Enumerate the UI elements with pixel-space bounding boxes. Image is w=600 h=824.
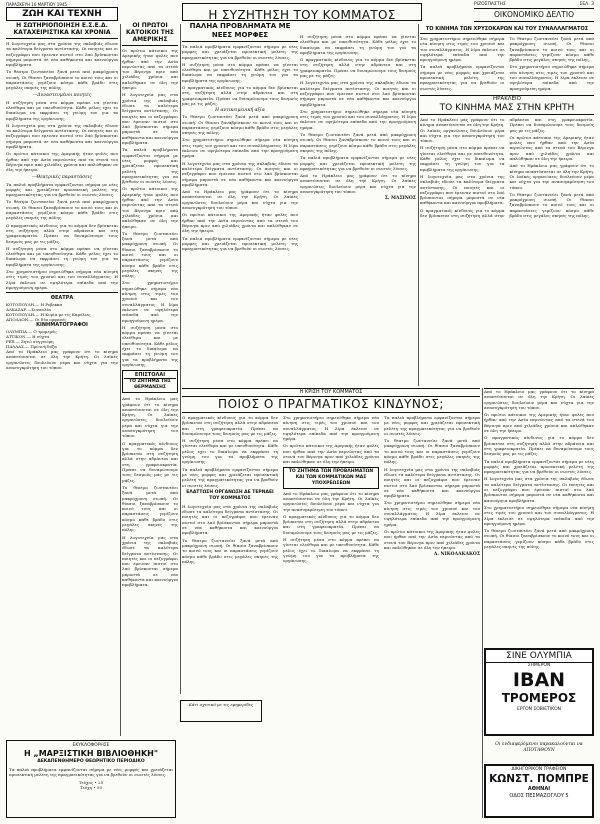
column-4	[420, 26, 594, 384]
masthead-left	[6, 2, 118, 22]
col2-text: Η συζήτηση μέσα στο κόμμα πρέπει να γίνεται ελεύθερα και με υπευθυνότητα. Κάθε μέλος έχει το δικαίωμα να εκφράσει τη γνώμη του για τα προβλήματα της οργάνωσης.	[122, 324, 178, 367]
col4-headline: ΤΟ ΚΙΝΗΜΑ ΤΩΝ ΧΡΥΣΟΚΑΡΩΝ ΚΑΙ ΤΟΥ ΣΥΝΑΛΛΑΓΜΑΤΟΣ	[420, 26, 594, 34]
cinema-sub: ΕΡΓΟΝ ΣΟΒΙΕΤΙΚΟΝ	[517, 707, 561, 712]
cinema-when: ΣΗΜΕΡΟΝ	[527, 663, 551, 668]
col4-text: Οι πρώτοι κάτοικοι της Αμερικής ήταν φυλές που ήρθαν από την Ασία περνώντας από τα στενά του Βέρινγκ πριν από χιλιάδες χρόνια και απλώθηκαν σε όλη την ήπειρο.	[509, 134, 594, 162]
column-3	[182, 22, 298, 384]
col3-text: Ο πραγματικός κίνδυνος για το κόμμα δεν βρίσκεται στη συζήτηση αλλά στην αδράνεια και στη γραφειοκρατία. Πρέπει να δυναμώσουμε τους δεσμούς μας με τις μάζες.	[182, 85, 298, 106]
lower-headline: ΠΟΙΟΣ Ο ΠΡΑΓΜΑΤΙΚΟΣ ΚΙΝΔΥΝΟΣ;	[182, 397, 480, 413]
lower-text: Οι πρώτοι κάτοικοι της Αμερικής ήταν φυλές που ήρθαν από την Ασία περνώντας από τα στενά του Βέρινγκ πριν από χιλιάδες χρόνια και απλώθηκαν σε όλη την ήπειρο.	[283, 443, 379, 465]
col3-text: Ο πραγματικός κίνδυνος για το κόμμα δεν βρίσκεται στη συζήτηση αλλά στην αδράνεια και στη γραφειοκρατία. Πρέπει να δυναμώσουμε τους δεσμούς μας με τις μάζες.	[300, 57, 416, 79]
col4-title: ΤΟ ΚΙΝΗΜΑ ΜΑΣ ΣΤΗΝ ΚΡΗΤΗ	[420, 103, 594, 115]
listing: ΑΛΚΑΖΑΡ.—Συναυλία	[6, 307, 51, 313]
cinema-film-2: ΤΡΟΜΕΡΟΣ	[501, 691, 577, 705]
col3-text: Από το Ηράκλειο μας γράφουν ότι το κίνημα αναπτύσσεται σε όλη την Κρήτη. Οι λαϊκές οργανώσεις δουλεύουν μέρα και νύχτα για την ανασυγκρότηση του τόπου.	[182, 189, 298, 211]
col1-text: Από το Ηράκλειο μας γράφουν ότι το κίνημα αναπτύσσεται σε όλη την Κρήτη. Οι λαϊκές οργανώσεις δουλεύουν μέρα και νύχτα για την ανασυγκρότηση του τόπου.	[6, 349, 118, 371]
notice-text: Οι ενδιαφερόμενοι παρακαλούνται να ΑΠΟΤΑΘΟΥΝ	[495, 742, 583, 753]
col2-text: Στο χρηματιστήριο σημειώθηκε σήμερα νέα κίνηση στις τιμές του χρυσού και του συναλλάγματος. Η λίρα έκλεισε σε υψηλότερα επίπεδα από την προηγούμενη ημέρα.	[122, 280, 178, 323]
lower-text: Το θέατρο ζωντανεύει ξανά μετά από μακρόχρονη σιωπή. Οι θίασοι ξαναβρίσκουν το κοινό τους και οι παραστάσεις γεμίζουν κόσμο κάθε βράδυ στις μεγάλες σκηνές της πόλης.	[384, 438, 480, 465]
office-name: ΚΩΝΣΤ. ΠΟΜΠΡΕ	[489, 773, 589, 785]
col5-text: Τα παλιά προβλήματα εμφανίζονται σήμερα με νέες μορφές και χρειάζεται προσεκτική μελέτη της πραγματικότητας για να βρεθούν οι σωστές λύσεις.	[484, 458, 594, 475]
column-2	[122, 22, 178, 734]
col1-text: Η συζήτηση μέσα στο κόμμα πρέπει να γίνεται ελεύθερα και με υπευθυνότητα. Κάθε μέλος έχει το δικαίωμα να εκφράσει τη γνώμη του για τα προβλήματα της οργάνωσης.	[6, 99, 118, 121]
notice-ad	[484, 742, 594, 758]
column-1	[6, 22, 118, 818]
col4-text: Η συζήτηση μέσα στο κόμμα πρέπει να γίνεται ελεύθερα και με υπευθυνότητα. Κάθε μέλος έχει το δικαίωμα να εκφράσει τη γνώμη του για τα προβλήματα της οργάνωσης.	[420, 145, 505, 172]
col5-text: Οι πρώτοι κάτοικοι της Αμερικής ήταν φυλές που ήρθαν από την Ασία περνώντας από τα στενά του Βέρινγκ πριν από χιλιάδες χρόνια και απλώθηκαν σε όλη την ήπειρο.	[484, 412, 594, 434]
col4-place: ΗΡΑΚΛΕΙΟ	[420, 95, 594, 103]
col1-subhead: —Θεατρικές παραστάσεις	[32, 174, 92, 180]
col2-text: Το θέατρο ζωντανεύει ξανά μετά από μακρόχρονη σιωπή. Οι θίασοι ξαναβρίσκουν το κοινό τους και οι παραστάσεις γεμίζουν κόσμο κάθε βράδυ στις μεγάλες σκηνές της πόλης.	[122, 484, 178, 533]
section-title-left: ΖΩΗ ΚΑΙ ΤΕΧΝΗ	[6, 7, 118, 21]
column-3b	[300, 34, 416, 384]
col2-text: Το θέατρο ζωντανεύει ξανά μετά από μακρόχρονη σιωπή. Οι θίασοι ξαναβρίσκουν το κοινό τους και οι παραστάσεις γεμίζουν κόσμο κάθε βράδυ στις μεγάλες σκηνές της πόλης.	[122, 230, 178, 279]
listing: ΟΛΥΜΠΙΑ.— Ο τρομερός	[6, 329, 57, 335]
listing: ΑΤΤΙΚΟΝ.— Η νύχτα	[6, 334, 50, 340]
lower-subhead: ΤΟ ΖΗΤΗΜΑ ΤΩΝ ΠΡΟΒΛΗΜΑΤΩΝ ΚΑΙ ΤΩΝ ΚΟΜΜΑΤΙΚΩΝ ΜΑΣ ΥΠΟΧΡΕΩΣΕΩΝ	[283, 467, 379, 489]
cinema-name: ΣΙΝΕ ΟΛΥΜΠΙΑ	[486, 650, 592, 663]
col4-text: Από το Ηράκλειο μας γράφουν ότι το κίνημα αναπτύσσεται σε όλη την Κρήτη. Οι λαϊκές οργανώσεις δουλεύουν μέρα και νύχτα για την ανασυγκρότηση του τόπου.	[509, 163, 594, 190]
lower-text: Τα παλιά προβλήματα εμφανίζονται σήμερα με νέες μορφές και χρειάζεται προσεκτική μελέτη της πραγματικότητας για να βρεθούν οι σωστές λύσεις.	[182, 466, 278, 488]
col4-text: Η λογοτεχνία μας στα χρόνια της σκλαβιάς έδωσε τα καλύτερα δείγματα αντίστασης. Οι ποιητές και οι πεζογράφοι που έμειναν πιστοί στο λαό βρίσκονται σήμερα μπροστά σε νέα καθήκοντα και καινούργια προβλήματα.	[420, 173, 505, 206]
lower-text: Η συζήτηση μέσα στο κόμμα πρέπει να γίνεται ελεύθερα και με υπευθυνότητα. Κάθε μέλος έχει το δικαίωμα να εκφράσει τη γνώμη του για τα προβλήματα της οργάνωσης.	[182, 438, 278, 465]
column-5	[484, 388, 594, 646]
divider	[6, 292, 118, 293]
col2-text: Τα παλιά προβλήματα εμφανίζονται σήμερα με νέες μορφές και χρειάζεται προσεκτική μελέτη της πραγματικότητας για να βρεθούν οι σωστές λύσεις.	[122, 147, 178, 185]
lower-text: Η συζήτηση μέσα στο κόμμα πρέπει να γίνεται ελεύθερα και με υπευθυνότητα. Κάθε μέλος έχει το δικαίωμα να εκφράσει τη γνώμη του για τα προβλήματα της οργάνωσης.	[283, 537, 379, 564]
col3-text: Τα παλιά προβλήματα εμφανίζονται σήμερα με νέες μορφές και χρειάζεται προσεκτική μελέτη της πραγματικότητας για να βρεθούν οι σωστές λύσεις.	[300, 155, 416, 171]
paper-name: ΡΙΖΟΣΠΑΣΤΗΣ	[474, 2, 506, 7]
letters-box	[122, 370, 178, 393]
col3-text: Η λογοτεχνία μας στα χρόνια της σκλαβιάς έδωσε τα καλύτερα δείγματα αντίστασης. Οι ποιητές και οι πεζογράφοι που έμειναν πιστοί στο λαό βρίσκονται σήμερα μπροστά σε νέα καθήκοντα και καινούργια προβλήματα.	[300, 80, 416, 107]
col3-text: Το θέατρο ζωντανεύει ξανά μετά από μακρόχρονη σιωπή. Οι θίασοι ξαναβρίσκουν το κοινό τους και οι παραστάσεις γεμίζουν κόσμο κάθε βράδυ στις μεγάλες σκηνές της πόλης.	[300, 132, 416, 153]
col5-text: Ο πραγματικός κίνδυνος για το κόμμα δεν βρίσκεται στη συζήτηση αλλά στην αδράνεια και στη γραφειοκρατία. Πρέπει να δυναμώσουμε τους δεσμούς μας με τις μάζες.	[484, 435, 594, 457]
office-address: ΟΔΟΣ ΠΕΣΜΑΖΟΓΛΟΥ 5	[509, 793, 569, 799]
column-rule	[120, 24, 121, 736]
col1-text: Τα παλιά προβλήματα εμφανίζονται σήμερα με νέες μορφές και χρειάζεται προσεκτική μελέτη της πραγματικότητας για να βρεθούν οι σωστές λύσεις.	[6, 181, 118, 198]
col3-text: Τα παλιά προβλήματα εμφανίζονται σήμερα με νέες μορφές και χρειάζεται προσεκτική μελέτη της πραγματικότητας για να βρεθούν οι σωστές λύσεις.	[182, 44, 298, 60]
col3-text: Η λογοτεχνία μας στα χρόνια της σκλαβιάς έδωσε τα καλύτερα δείγματα αντίστασης. Οι ποιητές και οι πεζογράφοι που έμειναν πιστοί στο λαό βρίσκονται σήμερα μπροστά σε νέα καθήκοντα και καινούργια προβλήματα.	[182, 160, 298, 187]
law-office-ad	[484, 764, 594, 818]
col3-signature: Σ. ΜΑΣΙΝΟΣ	[384, 196, 416, 202]
col5-text: Στο χρηματιστήριο σημειώθηκε σήμερα νέα κίνηση στις τιμές του χρυσού και του συναλλάγματος. Η λίρα έκλεισε σε υψηλότερα επίπεδα από την προηγούμενη ημέρα.	[484, 504, 594, 526]
col1-headline: Η ΣΩΤΗΡΙΟΠΟΙΗΣΗ Ε.Σ.Ε.Δ. ΚΑΤΑΧΕΙΡΙΣΤΙΚΑ ΚΑΙ ΧΡΟΝΙΑ	[6, 22, 118, 39]
office-label: ΔΙΚΗΓΟΡΙΚΟΝ ΓΡΑΦΕΙΟΝ	[511, 767, 567, 772]
col5-text: Από το Ηράκλειο μας γράφουν ότι το κίνημα αναπτύσσεται σε όλη την Κρήτη. Οι λαϊκές οργανώσεις δουλεύουν μέρα και νύχτα για την ανασυγκρότηση του τόπου.	[484, 389, 594, 410]
col3-text: Το θέατρο ζωντανεύει ξανά μετά από μακρόχρονη σιωπή. Οι θίασοι ξαναβρίσκουν το κοινό τους και οι παραστάσεις γεμίζουν κόσμο κάθε βράδυ στις μεγάλες σκηνές της πόλης.	[182, 114, 298, 136]
col1-text: Το θέατρο ζωντανεύει ξανά μετά από μακρόχρονη σιωπή. Οι θίασοι ξαναβρίσκουν το κοινό τους και οι παραστάσεις γεμίζουν κόσμο κάθε βράδυ στις μεγάλες σκηνές της πόλης.	[6, 199, 118, 221]
col4-text: Ο πραγματικός κίνδυνος για το κόμμα δεν βρίσκεται στη συζήτηση αλλά στην αδράνεια και στη γραφειοκρατία. Πρέπει να δυναμώσουμε τους δεσμούς μας με τις μάζες.	[420, 116, 594, 219]
col2-text: Η λογοτεχνία μας στα χρόνια της σκλαβιάς έδωσε τα καλύτερα δείγματα αντίστασης. Οι ποιητές και οι πεζογράφοι που έμειναν πιστοί στο λαό βρίσκονται σήμερα μπροστά σε νέα καθήκοντα και καινούργια προβλήματα.	[122, 534, 178, 588]
lower-signature: Δ. ΝΙΚΟΛΑΚΑΚΟΣ	[433, 552, 480, 558]
col1-text: Η λογοτεχνία μας στα χρόνια της σκλαβιάς έδωσε τα καλύτερα δείγματα αντίστασης. Οι ποιητές και οι πεζογράφοι που έμειναν πιστοί στο λαό βρίσκονται σήμερα μπροστά σε νέα καθήκοντα και καινούργια προβλήματα.	[6, 41, 118, 68]
ad-text: Τα παλιά προβλήματα εμφανίζονται σήμερα με νέες μορφές και χρειάζεται προσεκτική μελέτη της πραγματικότητας για να βρεθούν οι σωστές λύσεις.	[9, 767, 173, 778]
column-rule	[482, 388, 483, 818]
col3-text: Στο χρηματιστήριο σημειώθηκε σήμερα νέα κίνηση στις τιμές του χρυσού και του συναλλάγματος. Η λίρα έκλεισε σε υψηλότερα επίπεδα από την προηγούμενη ημέρα.	[300, 108, 416, 130]
listing: ΚΟΤΟΠΟΥΛΗ.— Η Ρεβεκκα	[6, 302, 63, 308]
cinema-ad	[484, 648, 594, 736]
ad-price: Τεύχος • 25	[78, 779, 104, 785]
lower-text: Στο χρηματιστήριο σημειώθηκε σήμερα νέα κίνηση στις τιμές του χρυσού και του συναλλάγματος. Η λίρα έκλεισε σε υψηλότερα επίπεδα από την προηγούμενη ημέρα.	[384, 500, 480, 527]
col4-columns-b	[420, 117, 594, 219]
lower-article	[182, 388, 480, 745]
ad-label: ΕΚΥΚΛΟΦΟΡΗΣΕ	[72, 743, 110, 748]
masthead	[6, 2, 594, 22]
col1-subhead: —Δυναστευμένοι ποιητές	[32, 92, 92, 98]
ad-price: Τεύχη • 50	[80, 784, 102, 790]
col1-text: Το θέατρο ζωντανεύει ξανά μετά από μακρόχρονη σιωπή. Οι θίασοι ξαναβρίσκουν το κοινό τους και οι παραστάσεις γεμίζουν κόσμο κάθε βράδυ στις μεγάλες σκηνές της πόλης.	[6, 69, 118, 91]
letters-label: ΕΠΙΣΤΟΛΑΙ	[124, 372, 176, 379]
col3-text: Από το Ηράκλειο μας γράφουν ότι το κίνημα αναπτύσσεται σε όλη την Κρήτη. Οι λαϊκές οργανώσεις δουλεύουν μέρα και νύχτα για την ανασυγκρότηση του τόπου.	[300, 173, 416, 195]
page-number: ΣΕΛ. 3	[579, 2, 594, 7]
lower-text: Στο χρηματιστήριο σημειώθηκε σήμερα νέα κίνηση στις τιμές του χρυσού και του συναλλάγματος. Η λίρα έκλεισε σε υψηλότερα επίπεδα από την προηγούμενη ημέρα.	[283, 415, 379, 442]
letters-title: ΤΟ ΖΗΤΗΜΑ ΤΗΣ ΘΕΡΜΑΝΣΗΣ	[129, 379, 171, 391]
listing: ΠΑΛΛΑΣ.— Πρωινή δόξα	[6, 344, 57, 350]
lower-text: Από το Ηράκλειο μας γράφουν ότι το κίνημα αναπτύσσεται σε όλη την Κρήτη. Οι λαϊκές οργανώσεις δουλεύουν μέρα και νύχτα για την ανασυγκρότηση του τόπου.	[283, 490, 379, 512]
col2-text: Ο πραγματικός κίνδυνος για το κόμμα δεν βρίσκεται στη συζήτηση αλλά στην αδράνεια και στη γραφειοκρατία. Πρέπει να δυναμώσουμε τους δεσμούς μας με τις μάζες.	[122, 440, 178, 483]
col3-subhead: Η αντικειμενική αξία	[215, 108, 265, 114]
col2-text: Οι πρώτοι κάτοικοι της Αμερικής ήταν φυλές που ήρθαν από την Ασία περνώντας από τα στενά του Βέρινγκ πριν από χιλιάδες χρόνια και απλώθηκαν σε όλη την ήπειρο.	[122, 48, 178, 91]
library-ad	[6, 740, 176, 818]
section-title-right: ΟΙΚΟΝΟΜΙΚΟ ΔΕΛΤΙΟ	[474, 8, 594, 22]
lower-text: Το θέατρο ζωντανεύει ξανά μετά από μακρόχρονη σιωπή. Οι θίασοι ξαναβρίσκουν το κοινό τους και οι παραστάσεις γεμίζουν κόσμο κάθε βράδυ στις μεγάλες σκηνές της πόλης.	[182, 537, 278, 564]
lower-text: Τα παλιά προβλήματα εμφανίζονται σήμερα με νέες μορφές και χρειάζεται προσεκτική μελέτη της πραγματικότητας για να βρεθούν οι σωστές λύσεις.	[384, 415, 480, 436]
col4-text: Στο χρηματιστήριο σημειώθηκε σήμερα νέα κίνηση στις τιμές του χρυσού και του συναλλάγματος. Η λίρα έκλεισε σε υψηλότερα επίπεδα από την προηγούμενη ημέρα.	[420, 36, 505, 63]
masthead-right	[474, 2, 594, 22]
lower-text: Η λογοτεχνία μας στα χρόνια της σκλαβιάς έδωσε τα καλύτερα δείγματα αντίστασης. Οι ποιητές και οι πεζογράφοι που έμειναν πιστοί στο λαό βρίσκονται σήμερα μπροστά σε νέα καθήκοντα και καινούργια προβλήματα.	[182, 503, 278, 536]
lower-text: Οι πρώτοι κάτοικοι της Αμερικής ήταν φυλές που ήρθαν από την Ασία περνώντας από τα στενά του Βέρινγκ πριν από χιλιάδες χρόνια και απλώθηκαν σε όλη την ήπειρο.	[384, 528, 480, 550]
col4-text: Στο χρηματιστήριο σημειώθηκε σήμερα νέα κίνηση στις τιμές του χρυσού και του συναλλάγματος. Η λίρα έκλεισε σε υψηλότερα επίπεδα από την προηγούμενη ημέρα.	[509, 64, 594, 91]
ad-title: Η „ΜΑΡΞΙΣΤΙΚΗ ΒΙΒΛΙΟΘΗΚΗ"	[23, 749, 159, 758]
lower-text: Ο πραγματικός κίνδυνος για το κόμμα δεν βρίσκεται στη συζήτηση αλλά στην αδράνεια και στη γραφειοκρατία. Πρέπει να δυναμώσουμε τους δεσμούς μας με τις μάζες.	[283, 513, 379, 535]
col4-text: Το θέατρο ζωντανεύει ξανά μετά από μακρόχρονη σιωπή. Οι θίασοι ξαναβρίσκουν το κοινό τους και οι παραστάσεις γεμίζουν κόσμο κάθε βράδυ στις μεγάλες σκηνές της πόλης.	[509, 191, 594, 219]
listing: ΡΕΞ.— Ζητώ συγγνώμη	[6, 339, 54, 345]
col2-text: Οι πρώτοι κάτοικοι της Αμερικής ήταν φυλές που ήρθαν από την Ασία περνώντας από τα στενά του Βέρινγκ πριν από χιλιάδες χρόνια και απλώθηκαν σε όλη την ήπειρο.	[122, 186, 178, 229]
col3-text: Οι πρώτοι κάτοικοι της Αμερικής ήταν φυλές που ήρθαν από την Ασία περνώντας από τα στενά του Βέρινγκ πριν από χιλιάδες χρόνια και απλώθηκαν σε όλη την ήπειρο.	[182, 212, 298, 234]
footer-box-text: Κάτι σχετικό με τις εφημερίδες	[188, 702, 254, 707]
column-rule	[418, 24, 419, 386]
cinema-label: ΚΙΝΗΜΑΤΟΓΡΑΦΟΙ	[36, 322, 88, 329]
col5-text: Το θέατρο ζωντανεύει ξανά μετά από μακρόχρονη σιωπή. Οι θίασοι ξαναβρίσκουν το κοινό τους και οι παραστάσεις γεμίζουν κόσμο κάθε βράδυ στις μεγάλες σκηνές της πόλης.	[484, 528, 594, 550]
lower-kicker: Η ΚΡΙΣΗ ΤΟΥ ΚΟΜΜΑΤΟΣ	[182, 389, 480, 397]
col2-text: Η λογοτεχνία μας στα χρόνια της σκλαβιάς έδωσε τα καλύτερα δείγματα αντίστασης. Οι ποιητές και οι πεζογράφοι που έμειναν πιστοί στο λαό βρίσκονται σήμερα μπροστά σε νέα καθήκοντα και καινούργια προβλήματα.	[122, 92, 178, 146]
col4-text: Από το Ηράκλειο μας γράφουν ότι το κίνημα αναπτύσσεται σε όλη την Κρήτη. Οι λαϊκές οργανώσεις δουλεύουν μέρα και νύχτα για την ανασυγκρότηση του τόπου.	[420, 116, 505, 144]
col2-text: Από το Ηράκλειο μας γράφουν ότι το κίνημα αναπτύσσεται σε όλη την Κρήτη. Οι λαϊκές οργανώσεις δουλεύουν μέρα και νύχτα για την ανασυγκρότηση του τόπου.	[122, 396, 178, 439]
lower-text: Ο πραγματικός κίνδυνος για το κόμμα δεν βρίσκεται στη συζήτηση αλλά στην αδράνεια και στη γραφειοκρατία. Πρέπει να δυναμώσουμε τους δεσμούς μας με τις μάζες.	[182, 415, 278, 436]
lower-subhead: ΕΛΑΤΤΩΣΗ ΟΡΓΑΝΩΣΗ ΔΕ ΤΕΡΝΑΕΙ ΤΟΥ ΚΟΜΜΑΤΟΣ	[186, 489, 274, 501]
office-line: ΑΘΗΝΑΙ	[527, 786, 551, 792]
col3-text: Η συζήτηση μέσα στο κόμμα πρέπει να γίνεται ελεύθερα και με υπευθυνότητα. Κάθε μέλος έχει το δικαίωμα να εκφράσει τη γνώμη του για τα προβλήματα της οργάνωσης.	[182, 61, 298, 83]
col1-text: Η λογοτεχνία μας στα χρόνια της σκλαβιάς έδωσε τα καλύτερα δείγματα αντίστασης. Οι ποιητές και οι πεζογράφοι που έμειναν πιστοί στο λαό βρίσκονται σήμερα μπροστά σε νέα καθήκοντα και καινούργια προβλήματα.	[6, 122, 118, 150]
col3-text: Στο χρηματιστήριο σημειώθηκε σήμερα νέα κίνηση στις τιμές του χρυσού και του συναλλάγματος. Η λίρα έκλεισε σε υψηλότερα επίπεδα από την προηγούμενη ημέρα.	[182, 137, 298, 159]
col3-text: Τα παλιά προβλήματα εμφανίζονται σήμερα με νέες μορφές και χρειάζεται προσεκτική μελέτη της πραγματικότητας για να βρεθούν οι σωστές λύσεις.	[182, 235, 298, 252]
col3-text: Η συζήτηση μέσα στο κόμμα πρέπει να γίνεται ελεύθερα και με υπευθυνότητα. Κάθε μέλος έχει το δικαίωμα να εκφράσει τη γνώμη του για τα προβλήματα της οργάνωσης.	[300, 34, 416, 55]
col3-headline: ΠΑΛΗΑ ΠΡΟΒΛΗΜΑΤΑ ΜΕ ΝΕΕΣ ΜΟΡΦΕΣ	[182, 22, 298, 42]
lower-columns	[182, 415, 480, 564]
issue-date: ΠΑΡΑΣΚΕΥΗ 16 ΜΑΡΤΙΟΥ 1945	[6, 2, 67, 7]
listing: ΑΠΟΛΛΩΝ.— Οι δύο ορφανές	[6, 317, 67, 323]
theatre-label: ΘΕΑΤΡΑ	[50, 295, 74, 302]
col4-text: Το θέατρο ζωντανεύει ξανά μετά από μακρόχρονη σιωπή. Οι θίασοι ξαναβρίσκουν το κοινό τους και οι παραστάσεις γεμίζουν κόσμο κάθε βράδυ στις μεγάλες σκηνές της πόλης.	[509, 36, 594, 63]
masthead-center	[182, 3, 422, 21]
col4-columns	[420, 36, 594, 93]
col1-text: Οι πρώτοι κάτοικοι της Αμερικής ήταν φυλές που ήρθαν από την Ασία περνώντας από τα στενά του Βέρινγκ πριν από χιλιάδες χρόνια και απλώθηκαν σε όλη την ήπειρο.	[6, 151, 118, 173]
col1-text: Ο πραγματικός κίνδυνος για το κόμμα δεν βρίσκεται στη συζήτηση αλλά στην αδράνεια και στη γραφειοκρατία. Πρέπει να δυναμώσουμε τους δεσμούς μας με τις μάζες.	[6, 222, 118, 244]
lower-text: Η λογοτεχνία μας στα χρόνια της σκλαβιάς έδωσε τα καλύτερα δείγματα αντίστασης. Οι ποιητές και οι πεζογράφοι που έμειναν πιστοί στο λαό βρίσκονται σήμερα μπροστά σε νέα καθήκοντα και καινούργια προβλήματα.	[384, 466, 480, 499]
col2-headline: ΟΙ ΠΡΩΤΟΙ ΚΑΤΟΙΚΟΙ ΤΗΣ ΑΜΕΡΙΚΗΣ	[122, 22, 178, 46]
listing: ΚΟΤΟΠΟΥΛΗ.— Η Κυρία με τις Καμέλιες	[6, 312, 91, 318]
cinema-film-1: ΙΒΑΝ	[512, 669, 566, 691]
col4-text: Τα παλιά προβλήματα εμφανίζονται σήμερα με νέες μορφές και χρειάζεται προσεκτική μελέτη της πραγματικότητας για να βρεθούν οι σωστές λύσεις.	[420, 64, 505, 91]
section-title-center: Η ΣΥΖΗΤΗΣΗ ΤΟΥ ΚΟΜΜΑΤΟΣ	[208, 8, 396, 22]
col5-text: Η λογοτεχνία μας στα χρόνια της σκλαβιάς έδωσε τα καλύτερα δείγματα αντίστασης. Οι ποιητές και οι πεζογράφοι που έμειναν πιστοί στο λαό βρίσκονται σήμερα μπροστά σε νέα καθήκοντα και καινούργια προβλήματα.	[484, 476, 594, 503]
column-rule	[180, 24, 181, 694]
col1-text: Στο χρηματιστήριο σημειώθηκε σήμερα νέα κίνηση στις τιμές του χρυσού και του συναλλάγματος. Η λίρα έκλεισε σε υψηλότερα επίπεδα από την προηγούμενη ημέρα.	[6, 268, 118, 290]
ad-subtitle: ΔΕΚΑΠΕΝΘΗΜΕΡΟ ΘΕΩΡΗΤΙΚΟ ΠΕΡΙΟΔΙΚΟ	[37, 759, 145, 764]
col1-text: Η συζήτηση μέσα στο κόμμα πρέπει να γίνεται ελεύθερα και με υπευθυνότητα. Κάθε μέλος έχει το δικαίωμα να εκφράσει τη γνώμη του για τα προβλήματα της οργάνωσης.	[6, 245, 118, 267]
